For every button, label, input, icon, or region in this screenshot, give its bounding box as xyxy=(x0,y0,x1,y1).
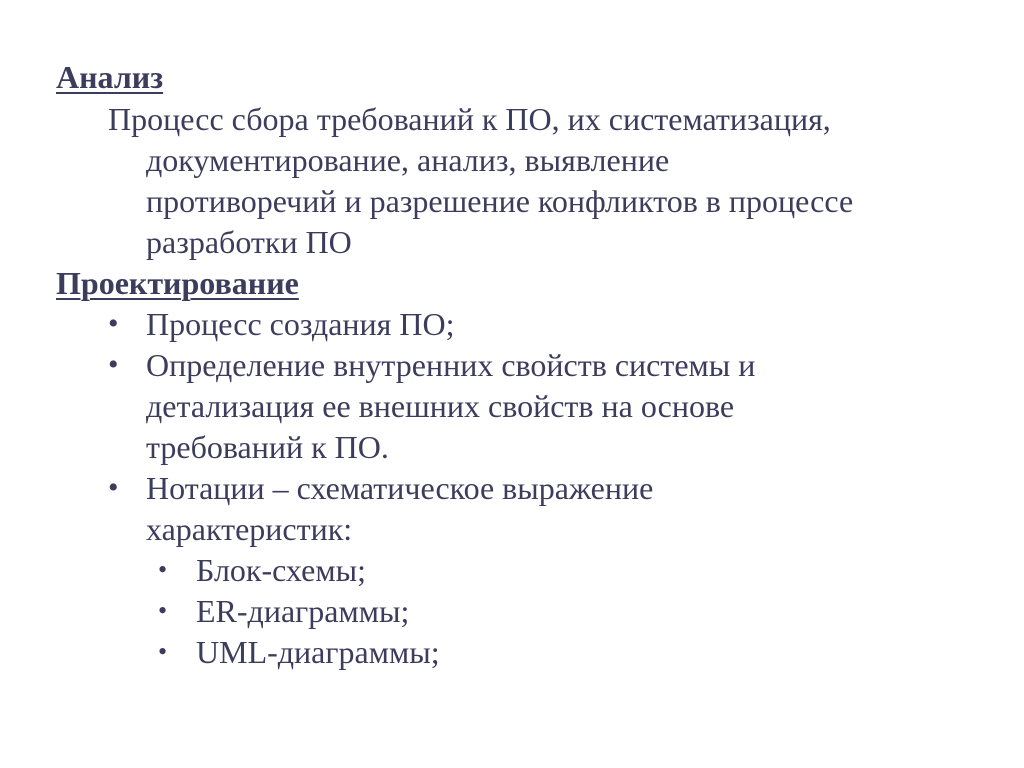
analysis-paragraph-line: разработки ПО xyxy=(146,224,352,260)
notation-sub-bullet-text: Блок-схемы; xyxy=(196,552,366,588)
sub-bullet-icon: • xyxy=(158,637,168,666)
notation-sub-bullet-text: UML-диаграммы; xyxy=(196,634,440,670)
analysis-paragraph-line: Процесс сбора требований к ПО, их систематизация, xyxy=(108,101,831,137)
bullet-icon: • xyxy=(108,307,119,340)
design-bullet-text: детализация ее внешних свойств на основе xyxy=(146,388,735,424)
design-bullet-text: характеристик: xyxy=(146,511,353,547)
design-bullet-text: Нотации – схематическое выражение xyxy=(146,470,654,506)
notation-sub-bullet-text: ER-диаграммы; xyxy=(196,593,410,629)
analysis-paragraph-line: документирование, анализ, выявление xyxy=(146,142,670,178)
bullet-icon: • xyxy=(108,348,119,381)
sub-bullet-icon: • xyxy=(158,596,168,625)
design-bullet-text: Определение внутренних свойств системы и xyxy=(146,347,756,383)
bullet-icon: • xyxy=(108,471,119,504)
analysis-paragraph-line: противоречий и разрешение конфликтов в процессе xyxy=(146,183,854,219)
section-heading-analysis: Анализ xyxy=(56,59,164,95)
design-bullet-text: Процесс создания ПО; xyxy=(146,306,455,342)
sub-bullet-icon: • xyxy=(158,555,168,584)
design-bullet-text: требований к ПО. xyxy=(146,429,389,465)
section-heading-design: Проектирование xyxy=(56,265,299,301)
